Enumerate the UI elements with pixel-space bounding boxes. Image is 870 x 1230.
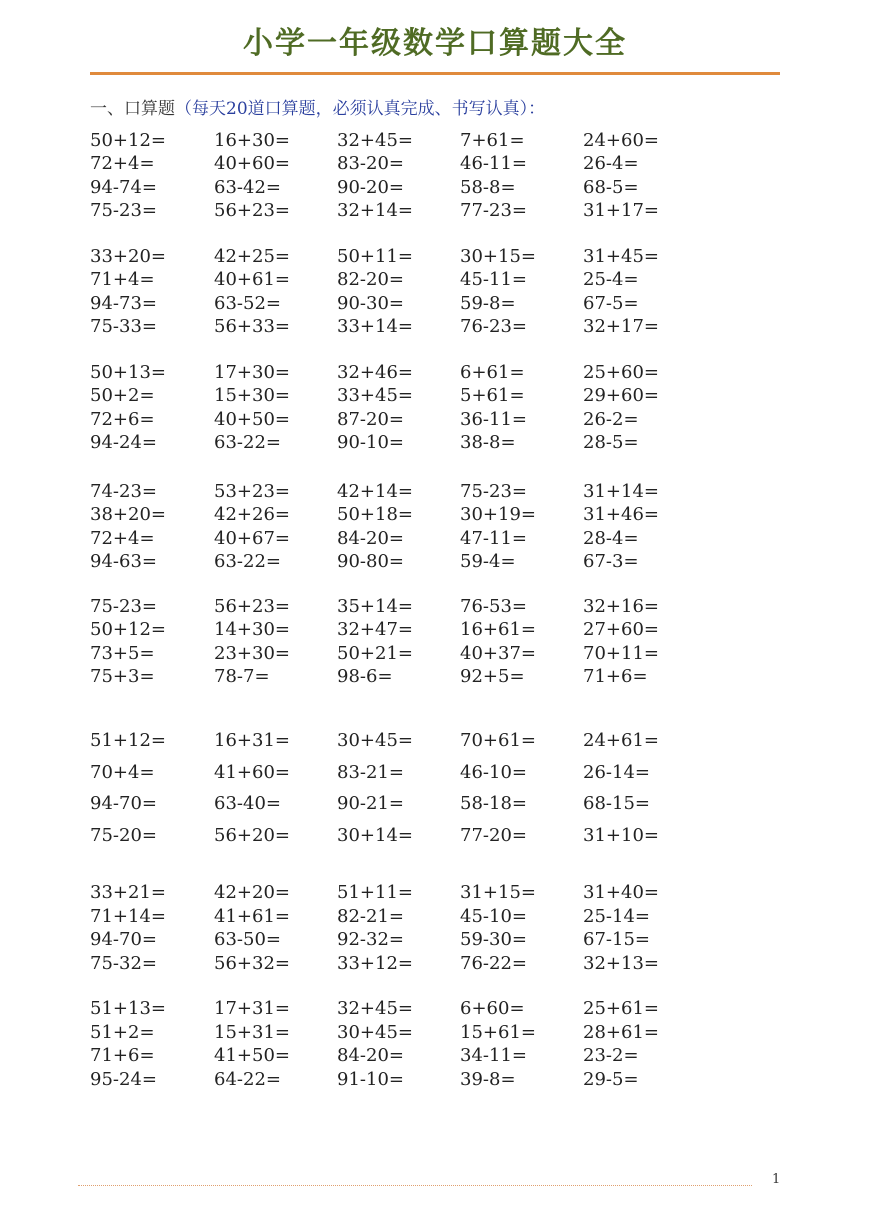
problem-cell: 56+23= xyxy=(214,199,290,221)
problem-cell: 33+20= xyxy=(90,246,166,267)
problem-cell: 30+14= xyxy=(337,824,413,846)
problem-cell: 30+45= xyxy=(337,730,413,751)
problem-cell: 76-22= xyxy=(460,953,527,975)
problem-cell: 16+30= xyxy=(214,130,290,151)
problem-cell: 16+61= xyxy=(460,619,536,641)
problem-cell: 94-63= xyxy=(90,550,157,572)
problem-cell: 51+2= xyxy=(90,1021,155,1043)
problem-cell: 17+31= xyxy=(214,998,290,1019)
problem-cell: 30+19= xyxy=(460,504,536,526)
problem-cell: 87-20= xyxy=(337,408,404,430)
problem-cell: 42+25= xyxy=(214,246,290,267)
problem-cell: 31+17= xyxy=(583,199,659,221)
problem-cell: 75-23= xyxy=(460,481,527,502)
problem-cell: 63-50= xyxy=(214,929,281,951)
problem-cell: 70+11= xyxy=(583,642,659,664)
problem-cell: 26-2= xyxy=(583,408,639,430)
problem-cell: 32+17= xyxy=(583,315,659,337)
problem-cell: 38+20= xyxy=(90,504,166,526)
problem-cell: 64-22= xyxy=(214,1069,281,1091)
problem-cell: 90-30= xyxy=(337,292,404,314)
problem-cell: 77-20= xyxy=(460,824,527,846)
problem-cell: 50+12= xyxy=(90,619,166,641)
problem-cell: 63-52= xyxy=(214,292,281,314)
problem-cell: 71+4= xyxy=(90,269,155,291)
problem-cell: 77-23= xyxy=(460,199,527,221)
problem-cell: 63-40= xyxy=(214,793,281,814)
problem-cell: 71+6= xyxy=(583,665,648,687)
problem-cell: 50+12= xyxy=(90,130,166,151)
problem-cell: 25-4= xyxy=(583,269,639,291)
problem-cell: 91-10= xyxy=(337,1069,404,1091)
problem-cell: 59-4= xyxy=(460,550,516,572)
problem-cell: 26-14= xyxy=(583,761,650,783)
problem-cell: 59-8= xyxy=(460,292,516,314)
problem-cell: 32+45= xyxy=(337,998,413,1019)
problem-cell: 34-11= xyxy=(460,1045,527,1067)
problem-cell: 58-18= xyxy=(460,793,527,814)
problem-cell: 50+21= xyxy=(337,642,413,664)
problem-cell: 45-11= xyxy=(460,269,527,291)
problem-cell: 83-21= xyxy=(337,761,404,783)
problem-cell: 39-8= xyxy=(460,1069,516,1091)
problem-cell: 6+61= xyxy=(460,362,525,383)
problem-cell: 46-11= xyxy=(460,153,527,175)
problem-cell: 25+60= xyxy=(583,362,659,383)
problem-cell: 32+14= xyxy=(337,199,413,221)
problem-cell: 42+26= xyxy=(214,504,290,526)
problem-cell: 5+61= xyxy=(460,385,525,407)
problem-cell: 67-3= xyxy=(583,550,639,572)
problem-cell: 28-5= xyxy=(583,431,639,453)
problem-cell: 76-23= xyxy=(460,315,527,337)
problem-cell: 76-53= xyxy=(460,596,527,617)
problem-cell: 25+61= xyxy=(583,998,659,1019)
problem-cell: 92-32= xyxy=(337,929,404,951)
problem-cell: 47-11= xyxy=(460,527,527,549)
problem-cell: 16+31= xyxy=(214,730,290,751)
problem-cell: 51+11= xyxy=(337,882,413,903)
problem-cell: 28-4= xyxy=(583,527,639,549)
section-instruction: （每天20道口算题，必须认真完成、书写认真）： xyxy=(175,99,546,119)
problem-cell: 15+61= xyxy=(460,1021,536,1043)
problem-cell: 46-10= xyxy=(460,761,527,783)
problem-cell: 63-42= xyxy=(214,176,281,198)
problem-cell: 32+46= xyxy=(337,362,413,383)
problem-cell: 72+4= xyxy=(90,527,155,549)
problem-cell: 15+30= xyxy=(214,385,290,407)
problem-cell: 35+14= xyxy=(337,596,413,617)
problem-cell: 84-20= xyxy=(337,527,404,549)
problem-cell: 40+60= xyxy=(214,153,290,175)
problem-cell: 82-21= xyxy=(337,905,404,927)
problem-cell: 90-21= xyxy=(337,793,404,814)
problem-cell: 32+45= xyxy=(337,130,413,151)
problem-cell: 41+60= xyxy=(214,761,290,783)
problem-cell: 32+13= xyxy=(583,953,659,975)
problem-cell: 50+18= xyxy=(337,504,413,526)
problem-cell: 32+16= xyxy=(583,596,659,617)
problem-cell: 31+45= xyxy=(583,246,659,267)
problem-cell: 94-24= xyxy=(90,431,157,453)
problem-cell: 75+3= xyxy=(90,665,155,687)
problem-cell: 75-23= xyxy=(90,596,157,617)
page-title: 小学一年级数学口算题大全 xyxy=(243,26,627,61)
problem-cell: 71+6= xyxy=(90,1045,155,1067)
problem-cell: 78-7= xyxy=(214,665,270,687)
problem-cell: 42+14= xyxy=(337,481,413,502)
problem-cell: 82-20= xyxy=(337,269,404,291)
problem-cell: 50+13= xyxy=(90,362,166,383)
problem-cell: 15+31= xyxy=(214,1021,290,1043)
problem-cell: 33+45= xyxy=(337,385,413,407)
problem-cell: 75-23= xyxy=(90,199,157,221)
problem-cell: 40+67= xyxy=(214,527,290,549)
problem-cell: 56+33= xyxy=(214,315,290,337)
problem-cell: 38-8= xyxy=(460,431,516,453)
problem-cell: 40+50= xyxy=(214,408,290,430)
problem-cell: 94-70= xyxy=(90,793,157,814)
problem-cell: 73+5= xyxy=(90,642,155,664)
problem-cell: 90-20= xyxy=(337,176,404,198)
problem-cell: 23+30= xyxy=(214,642,290,664)
problem-cell: 75-32= xyxy=(90,953,157,975)
problem-cell: 31+46= xyxy=(583,504,659,526)
problem-cell: 26-4= xyxy=(583,153,639,175)
problem-cell: 31+14= xyxy=(583,481,659,502)
problem-cell: 72+6= xyxy=(90,408,155,430)
problem-cell: 83-20= xyxy=(337,153,404,175)
problem-cell: 68-5= xyxy=(583,176,639,198)
problem-cell: 40+61= xyxy=(214,269,290,291)
section-lead: 一、口算题 xyxy=(90,99,175,119)
problem-cell: 14+30= xyxy=(214,619,290,641)
problem-cell: 56+23= xyxy=(214,596,290,617)
problem-cell: 50+11= xyxy=(337,246,413,267)
page-number: 1 xyxy=(772,1172,781,1187)
problem-cell: 92+5= xyxy=(460,665,525,687)
problem-cell: 75-20= xyxy=(90,824,157,846)
problem-cell: 25-14= xyxy=(583,905,650,927)
problem-cell: 29+60= xyxy=(583,385,659,407)
problem-cell: 33+21= xyxy=(90,882,166,903)
problem-cell: 28+61= xyxy=(583,1021,659,1043)
problem-cell: 75-33= xyxy=(90,315,157,337)
problem-cell: 31+15= xyxy=(460,882,536,903)
problem-cell: 27+60= xyxy=(583,619,659,641)
problem-cell: 50+2= xyxy=(90,385,155,407)
problem-cell: 95-24= xyxy=(90,1069,157,1091)
problem-cell: 40+37= xyxy=(460,642,536,664)
problem-cell: 63-22= xyxy=(214,550,281,572)
problem-cell: 30+15= xyxy=(460,246,536,267)
problem-cell: 24+61= xyxy=(583,730,659,751)
problem-cell: 41+61= xyxy=(214,905,290,927)
problem-cell: 90-80= xyxy=(337,550,404,572)
problem-cell: 58-8= xyxy=(460,176,516,198)
problem-cell: 72+4= xyxy=(90,153,155,175)
problem-cell: 70+61= xyxy=(460,730,536,751)
problem-cell: 31+10= xyxy=(583,824,659,846)
footer-divider xyxy=(78,1185,752,1187)
problem-cell: 36-11= xyxy=(460,408,527,430)
problem-cell: 51+12= xyxy=(90,730,166,751)
problem-cell: 70+4= xyxy=(90,761,155,783)
problem-cell: 32+47= xyxy=(337,619,413,641)
problem-cell: 98-6= xyxy=(337,665,393,687)
problem-cell: 53+23= xyxy=(214,481,290,502)
problem-cell: 33+14= xyxy=(337,315,413,337)
problem-cell: 45-10= xyxy=(460,905,527,927)
problem-cell: 33+12= xyxy=(337,953,413,975)
problem-cell: 41+50= xyxy=(214,1045,290,1067)
problem-cell: 42+20= xyxy=(214,882,290,903)
problem-cell: 23-2= xyxy=(583,1045,639,1067)
problem-cell: 71+14= xyxy=(90,905,166,927)
problem-cell: 30+45= xyxy=(337,1021,413,1043)
problem-cell: 29-5= xyxy=(583,1069,639,1091)
problem-cell: 7+61= xyxy=(460,130,525,151)
problem-cell: 74-23= xyxy=(90,481,157,502)
problem-cell: 67-15= xyxy=(583,929,650,951)
problem-cell: 68-15= xyxy=(583,793,650,814)
problem-cell: 17+30= xyxy=(214,362,290,383)
problem-cell: 6+60= xyxy=(460,998,525,1019)
problem-cell: 63-22= xyxy=(214,431,281,453)
problem-cell: 94-70= xyxy=(90,929,157,951)
problem-cell: 84-20= xyxy=(337,1045,404,1067)
problem-cell: 51+13= xyxy=(90,998,166,1019)
problem-cell: 56+20= xyxy=(214,824,290,846)
problem-cell: 31+40= xyxy=(583,882,659,903)
problem-cell: 94-74= xyxy=(90,176,157,198)
problem-cell: 24+60= xyxy=(583,130,659,151)
problem-cell: 56+32= xyxy=(214,953,290,975)
problem-cell: 94-73= xyxy=(90,292,157,314)
problem-cell: 67-5= xyxy=(583,292,639,314)
problem-cell: 59-30= xyxy=(460,929,527,951)
problem-cell: 90-10= xyxy=(337,431,404,453)
